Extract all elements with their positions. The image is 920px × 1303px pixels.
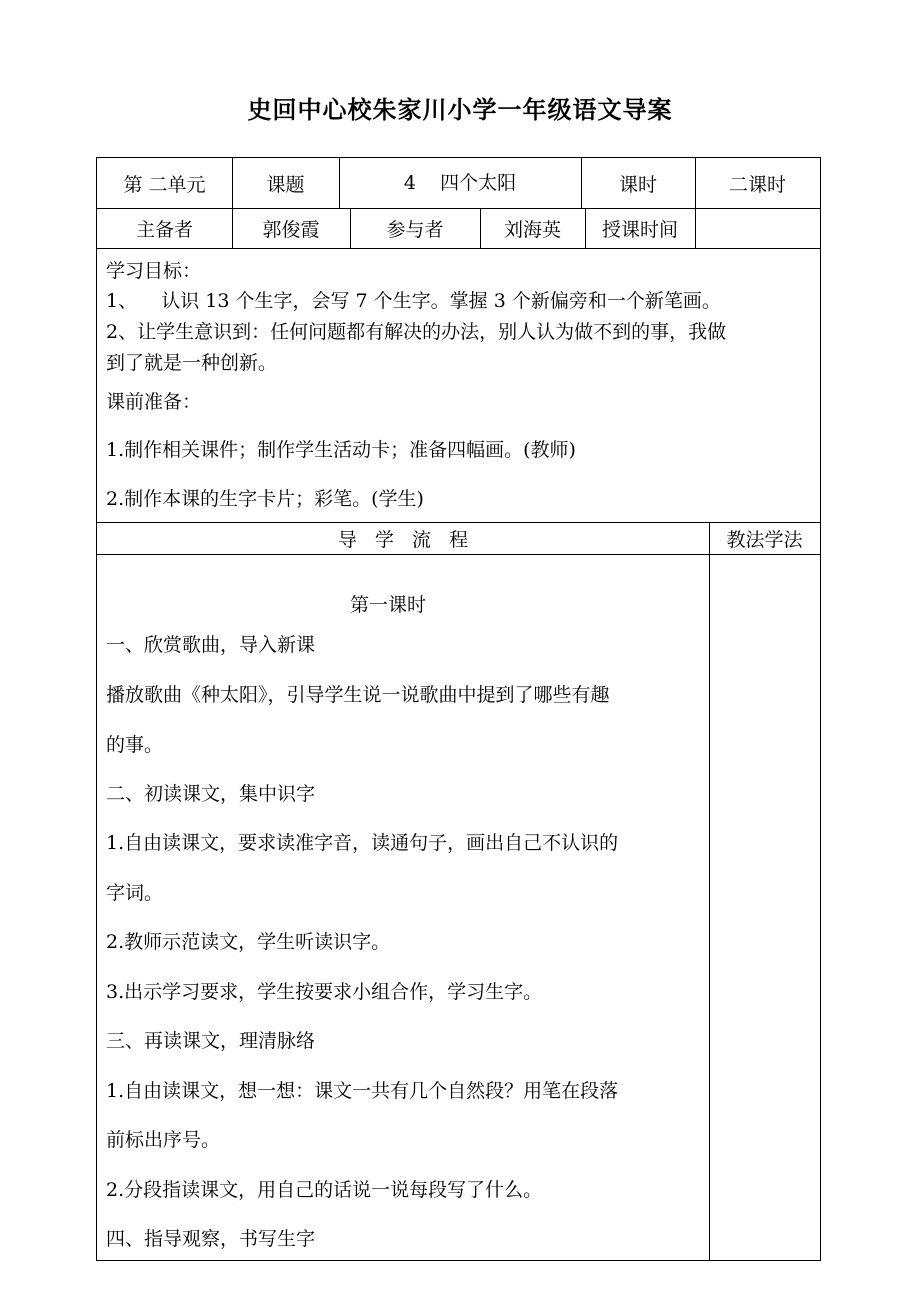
topic-value-text: 4 四个太阳 [403, 171, 517, 194]
period-value: 二课时 [728, 173, 786, 196]
goal-item-1: 1、 认识 13 个生字，会写 7 个生字。掌握 3 个新偏旁和一个新笔画。 [106, 290, 721, 312]
lead-author-value: 郭俊霞 [262, 218, 320, 241]
prep-item-1: 1.制作相关课件；制作学生活动卡；准备四幅画。(教师) [106, 439, 576, 461]
lesson-line: 四、指导观察，书写生字 [106, 1228, 316, 1250]
lesson-line: 2.分段指读课文，用自己的话说一说每段写了什么。 [106, 1179, 543, 1201]
period-title: 第一课时 [349, 594, 426, 616]
row-divider [97, 554, 820, 555]
lesson-line: 2.教师示范读文，学生听读识字。 [106, 931, 391, 953]
col-divider [709, 522, 710, 1260]
topic-label: 课题 [266, 173, 305, 196]
lesson-line: 1.自由读课文，想一想：课文一共有几个自然段？用笔在段落 [106, 1080, 619, 1102]
goals-heading: 学习目标： [106, 260, 202, 282]
lesson-line: 二、初读课文，集中识字 [106, 783, 316, 805]
lesson-line: 一、欣赏歌曲，导入新课 [106, 634, 316, 656]
period-label: 课时 [618, 173, 657, 196]
participant-label: 参与者 [386, 218, 444, 241]
teaching-time-value [695, 208, 820, 248]
goal-item-2: 2、让学生意识到：任何问题都有解决的办法，别人认为做不到的事，我做 [106, 321, 727, 343]
row-divider [97, 248, 820, 249]
participant-value: 刘海英 [503, 218, 561, 241]
topic-value [339, 158, 581, 204]
lesson-line: 前标出序号。 [106, 1129, 221, 1151]
lesson-line: 播放歌曲《种太阳》，引导学生说一说歌曲中提到了哪些有趣 [106, 684, 610, 706]
lesson-line: 1.自由读课文，要求读准字音，读通句子，画出自己不认识的 [106, 832, 619, 854]
lesson-line: 三、再读课文，理清脉络 [106, 1030, 316, 1052]
lesson-line: 3.出示学习要求，学生按要求小组合作，学习生字。 [106, 981, 543, 1003]
document-title: 史回中心校朱家川小学一年级语文导案 [247, 96, 673, 124]
prep-heading: 课前准备： [106, 391, 202, 413]
lesson-line: 字词。 [106, 882, 164, 904]
flow-header [97, 522, 709, 554]
unit-cell: 第 二单元 [123, 173, 206, 196]
lead-author-label: 主备者 [135, 218, 193, 241]
methods-header: 教法学法 [726, 528, 803, 551]
teaching-time-label: 授课时间 [601, 218, 678, 241]
goal-item-2-cont: 到了就是一种创新。 [106, 352, 278, 374]
flow-header-text: 导 学 流 程 [337, 528, 469, 551]
lesson-line: 的事。 [106, 734, 164, 756]
prep-item-2: 2.制作本课的生字卡片；彩笔。(学生) [106, 488, 424, 510]
lesson-plan-table [96, 157, 821, 1261]
